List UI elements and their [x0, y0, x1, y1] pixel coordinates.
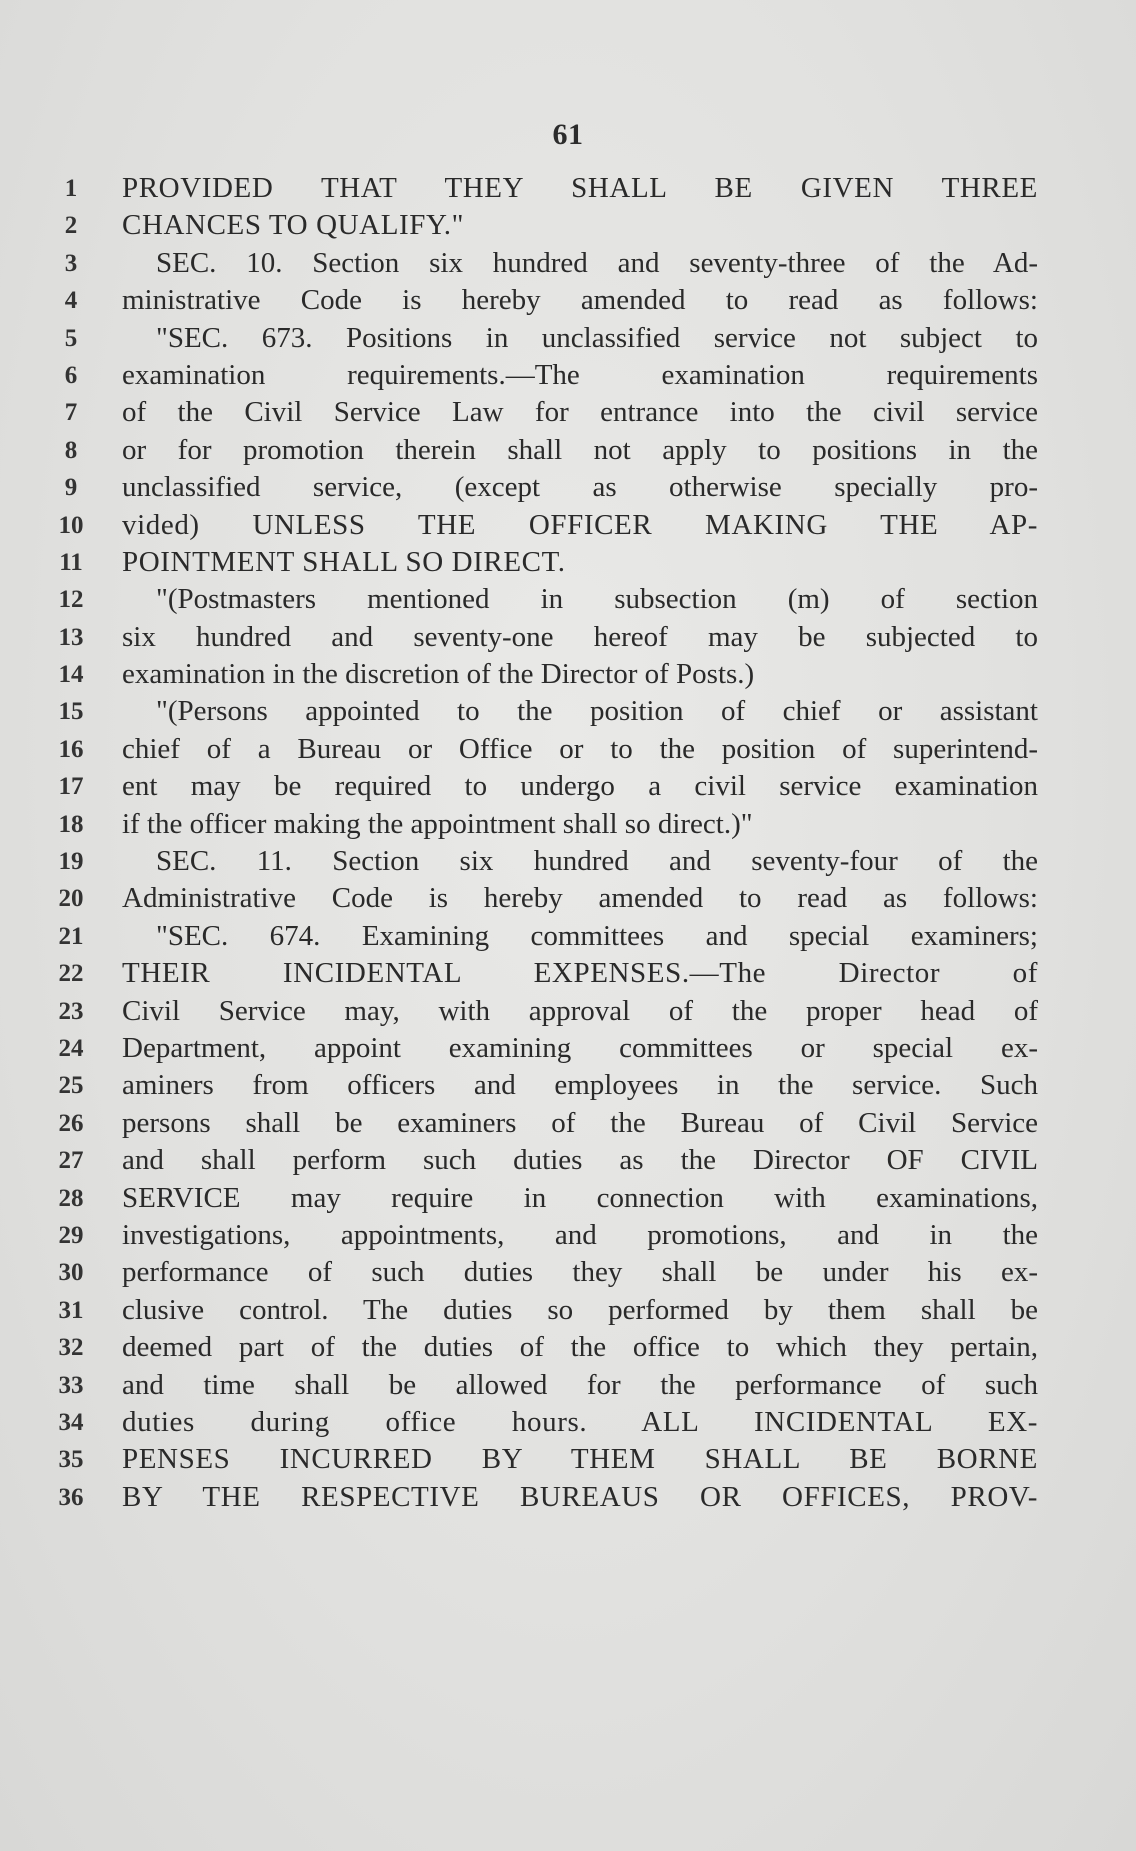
text-line — [0, 507, 1136, 544]
line-text: Civil Service may, with approval of the proper head of — [122, 994, 1038, 1027]
line-text: examination in the discretion of the Director of Posts.) — [122, 658, 755, 691]
line-text: and time shall be allowed for the performance of such — [122, 1368, 1038, 1401]
line-number: 9 — [64, 474, 78, 502]
line-number: 4 — [64, 287, 78, 315]
line-number: 13 — [58, 623, 84, 651]
line-text: POINTMENT SHALL SO DIRECT. — [122, 545, 566, 578]
line-number: 21 — [58, 922, 84, 950]
line-text: of the Civil Service Law for entrance into the civil service — [122, 396, 1038, 429]
text-line — [0, 880, 1136, 917]
text-line — [0, 1292, 1136, 1329]
line-text: "(Persons appointed to the position of chief or assistant — [156, 695, 1038, 728]
line-text: SEC. 11. Section six hundred and seventy-four of the — [156, 845, 1038, 878]
line-number: 35 — [58, 1446, 84, 1474]
line-text: aminers from officers and employees in the service. Such — [122, 1069, 1038, 1102]
line-number: 11 — [59, 548, 83, 576]
line-text: "SEC. 673. Positions in unclassified service not subject to — [156, 321, 1038, 354]
text-line — [0, 1142, 1136, 1179]
line-number: 30 — [58, 1259, 84, 1287]
line-text: PROVIDED THAT THEY SHALL BE GIVEN THREE — [122, 172, 1038, 204]
text-line — [0, 731, 1136, 768]
line-number: 26 — [58, 1109, 84, 1137]
line-text: examination requirements.—The examination requirements — [122, 358, 1038, 391]
line-number: 14 — [58, 661, 84, 689]
line-text: "SEC. 674. Examining committees and special examiners; — [156, 919, 1038, 952]
numbered-text-body — [0, 170, 1136, 1516]
text-line — [0, 469, 1136, 506]
line-text: if the officer making the appointment shall so direct.)" — [122, 807, 753, 840]
line-number: 6 — [64, 361, 78, 389]
line-number: 7 — [64, 399, 78, 427]
text-line — [0, 1329, 1136, 1366]
line-number: 20 — [58, 885, 84, 913]
text-line — [0, 656, 1136, 693]
text-line — [0, 544, 1136, 581]
line-number: 2 — [64, 212, 78, 240]
text-line — [0, 207, 1136, 244]
line-text: six hundred and seventy-one hereof may be subjected to — [122, 620, 1038, 653]
text-line — [0, 1180, 1136, 1217]
line-text: "(Postmasters mentioned in subsection (m) of section — [156, 583, 1038, 616]
line-number: 29 — [58, 1221, 84, 1249]
line-text: unclassified service, (except as otherwise specially pro- — [122, 471, 1038, 504]
line-number: 27 — [58, 1147, 84, 1175]
text-line — [0, 1030, 1136, 1067]
line-text: investigations, appointments, and promotions, and in the — [122, 1218, 1038, 1251]
text-line — [0, 357, 1136, 394]
line-number: 18 — [58, 810, 84, 838]
page-number: 61 — [552, 118, 584, 151]
text-line — [0, 1067, 1136, 1104]
line-text: clusive control. The duties so performed by them shall be — [122, 1293, 1038, 1326]
line-text: Department, appoint examining committees or special ex- — [122, 1031, 1038, 1064]
text-line — [0, 1479, 1136, 1516]
text-line — [0, 581, 1136, 618]
text-line — [0, 1105, 1136, 1142]
line-number: 19 — [58, 848, 84, 876]
text-line — [0, 282, 1136, 319]
line-text: ent may be required to undergo a civil service examination — [122, 770, 1038, 803]
text-line — [0, 1404, 1136, 1441]
line-number: 5 — [64, 324, 78, 352]
text-line — [0, 1217, 1136, 1254]
text-line — [0, 1441, 1136, 1478]
line-number: 1 — [64, 175, 78, 202]
text-line — [0, 993, 1136, 1030]
text-line — [0, 918, 1136, 955]
text-line — [0, 843, 1136, 880]
text-line — [0, 955, 1136, 992]
line-number: 10 — [58, 511, 84, 539]
text-line — [0, 432, 1136, 469]
line-text: BY THE RESPECTIVE BUREAUS OR OFFICES, PROV- — [122, 1480, 1038, 1513]
line-text: or for promotion therein shall not apply to positions in the — [122, 433, 1038, 466]
text-line — [0, 768, 1136, 805]
line-text: deemed part of the duties of the office to which they pertain, — [122, 1331, 1038, 1364]
text-line — [0, 1254, 1136, 1291]
line-text: Administrative Code is hereby amended to read as follows: — [122, 882, 1038, 915]
line-number: 34 — [58, 1408, 84, 1436]
text-line — [0, 693, 1136, 730]
line-number: 36 — [58, 1483, 84, 1511]
line-text: PENSES INCURRED BY THEM SHALL BE BORNE — [122, 1443, 1038, 1476]
text-line — [0, 806, 1136, 843]
line-number: 8 — [64, 436, 78, 464]
line-number: 31 — [58, 1296, 84, 1324]
line-text: SEC. 10. Section six hundred and seventy-three of the Ad- — [156, 246, 1038, 279]
line-text: persons shall be examiners of the Bureau of Civil Service — [122, 1106, 1038, 1139]
line-number: 25 — [58, 1072, 84, 1100]
line-number: 32 — [58, 1334, 84, 1362]
line-number: 24 — [58, 1034, 84, 1062]
line-number: 33 — [58, 1371, 84, 1399]
line-text: and shall perform such duties as the Director OF CIVIL — [122, 1144, 1038, 1177]
text-line — [0, 170, 1136, 207]
line-text: SERVICE may require in connection with examinations, — [122, 1181, 1038, 1214]
line-number: 28 — [58, 1184, 84, 1212]
line-text: vided) UNLESS THE OFFICER MAKING THE AP- — [122, 508, 1038, 541]
line-text: duties during office hours. ALL INCIDENTAL EX- — [122, 1405, 1038, 1438]
line-number: 17 — [58, 773, 84, 801]
line-text: ministrative Code is hereby amended to read as follows: — [122, 284, 1038, 317]
text-line — [0, 320, 1136, 357]
line-text: performance of such duties they shall be under his ex- — [122, 1256, 1038, 1289]
line-number: 22 — [58, 960, 84, 988]
text-line — [0, 619, 1136, 656]
line-text: THEIR INCIDENTAL EXPENSES.—The Director of — [122, 957, 1038, 990]
text-line — [0, 394, 1136, 431]
text-line — [0, 1367, 1136, 1404]
line-number: 12 — [58, 586, 84, 614]
line-number: 23 — [58, 997, 84, 1025]
text-line — [0, 245, 1136, 282]
line-number: 16 — [58, 735, 84, 763]
line-text: chief of a Bureau or Office or to the position of superintend- — [122, 732, 1038, 765]
line-number: 3 — [64, 249, 78, 277]
line-number: 15 — [58, 698, 84, 726]
line-text: CHANCES TO QUALIFY." — [122, 209, 465, 242]
